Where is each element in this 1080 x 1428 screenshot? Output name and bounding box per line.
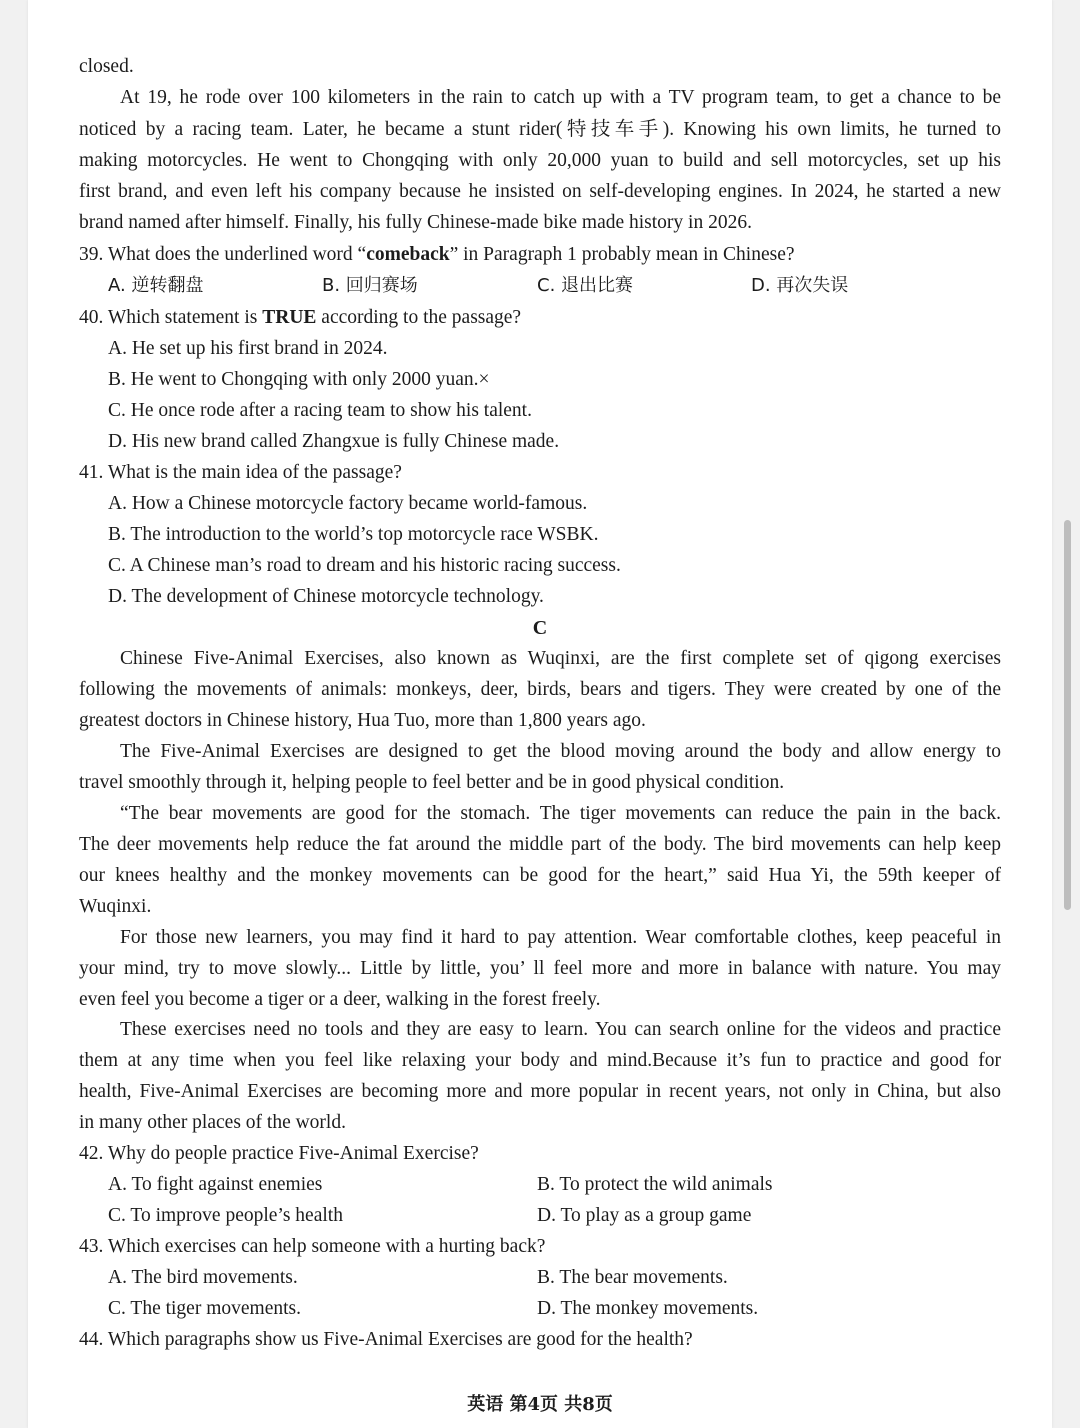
paragraph-line: your mind, try to move slowly... Little by little, you’ ll feel more and more in balance with nature. You may	[79, 958, 1001, 979]
question-44-stem: 44. Which paragraphs show us Five-Animal Exercises are good for the health?	[79, 1329, 693, 1350]
option-b: B. He went to Chongqing with only 2000 yuan.×	[108, 369, 490, 390]
question-43-stem: 43. Which exercises can help someone with a hurting back?	[79, 1236, 546, 1257]
paragraph-line: Chinese Five-Animal Exercises, also known as Wuqinxi, are the first complete set of qigong exercises	[120, 648, 1001, 669]
paragraph-line: greatest doctors in Chinese history, Hua Tuo, more than 1,800 years ago.	[79, 710, 646, 731]
stem-bold-word: comeback	[366, 244, 450, 265]
option-d: D. The development of Chinese motorcycle technology.	[108, 586, 544, 607]
paragraph-line: brand named after himself. Finally, his fully Chinese-made bike made history in 2026.	[79, 212, 752, 233]
stem-text: 39. What does the underlined word “	[79, 244, 367, 265]
paragraph-line: The deer movements help reduce the fat around the middle part of the body. The bird movements can help keep	[79, 834, 1001, 855]
paragraph-line: following the movements of animals: monkeys, deer, birds, bears and tigers. They were created by one of the	[79, 679, 1001, 700]
paragraph-line: making motorcycles. He went to Chongqing with only 20,000 yuan to build and sell motorcycles, set up his	[79, 150, 1001, 171]
question-42-stem: 42. Why do people practice Five-Animal Exercise?	[79, 1143, 479, 1164]
question-41-stem: 41. What is the main idea of the passage?	[79, 462, 402, 483]
paragraph-line: At 19, he rode over 100 kilometers in the rain to catch up with a TV program team, to get a chance to be	[120, 87, 1001, 108]
stem-text: 40. Which statement is	[79, 307, 263, 328]
option-d: D. To play as a group game	[537, 1205, 752, 1226]
option-c: C. 退出比赛	[537, 275, 634, 296]
option-a: A. The bird movements.	[108, 1267, 298, 1288]
paragraph-line: For those new learners, you may find it hard to pay attention. Wear comfortable clothes, keep peaceful in	[120, 927, 1001, 948]
option-c: C. The tiger movements.	[108, 1298, 301, 1319]
option-a: A. To fight against enemies	[108, 1174, 323, 1195]
stem-text: according to the passage?	[316, 307, 522, 328]
option-b: B. 回归赛场	[322, 275, 418, 296]
stem-text: ” in Paragraph 1 probably mean in Chinese?	[449, 244, 795, 265]
paragraph-line: travel smoothly through it, helping people to feel better and be in good physical condition.	[79, 772, 785, 793]
paragraph-line: in many other places of the world.	[79, 1112, 346, 1133]
option-c: C. A Chinese man’s road to dream and his historic racing success.	[108, 555, 621, 576]
option-d: D. 再次失误	[751, 275, 849, 296]
option-b: B. To protect the wild animals	[537, 1174, 773, 1195]
paragraph-line: “The bear movements are good for the stomach. The tiger movements can reduce the pain in the back.	[120, 803, 1001, 824]
paragraph-line: Wuqinxi.	[79, 896, 152, 917]
paragraph-line: The Five-Animal Exercises are designed to get the blood moving around the body and allow energy to	[120, 741, 1001, 762]
option-c: C. To improve people’s health	[108, 1205, 343, 1226]
paragraph-line: our knees healthy and the monkey movements can be good for the heart,” said Hua Yi, the 59th keeper of	[79, 865, 1001, 886]
section-heading: C	[532, 617, 548, 639]
paragraph-line: These exercises need no tools and they are easy to learn. You can search online for the videos and practice	[120, 1019, 1001, 1040]
scrollbar[interactable]	[1064, 520, 1071, 910]
paragraph-line: them at any time when you feel like relaxing your body and mind.Because it’s fun to practice and good for	[79, 1050, 1001, 1071]
option-c: C. He once rode after a racing team to show his talent.	[108, 400, 532, 421]
option-a: A. 逆转翻盘	[108, 275, 204, 296]
option-d: D. The monkey movements.	[537, 1298, 759, 1319]
option-b: B. The introduction to the world’s top motorcycle race WSBK.	[108, 524, 599, 545]
stem-bold-word: TRUE	[262, 307, 317, 328]
question-39-stem	[79, 243, 1001, 267]
option-b: B. The bear movements.	[537, 1267, 728, 1288]
option-a: A. He set up his first brand in 2024.	[108, 338, 388, 359]
paragraph-line: health, Five-Animal Exercises are becoming more and more popular in recent years, not only in China, but also	[79, 1081, 1001, 1102]
option-a: A. How a Chinese motorcycle factory became world-famous.	[108, 493, 588, 514]
page-footer: 英语 第4页 共8页	[467, 1394, 613, 1415]
paragraph-line: even feel you become a tiger or a deer, walking in the forest freely.	[79, 989, 601, 1010]
paragraph-line: closed.	[79, 56, 134, 77]
option-d: D. His new brand called Zhangxue is fully Chinese made.	[108, 431, 560, 452]
paragraph-line: noticed by a racing team. Later, he became a stunt rider(特技车手). Knowing his own limits, he turned to	[79, 119, 1001, 140]
question-40-stem	[79, 306, 1001, 330]
paragraph-line: first brand, and even left his company because he insisted on self-developing engines. In 2024, he started a new	[79, 181, 1001, 202]
